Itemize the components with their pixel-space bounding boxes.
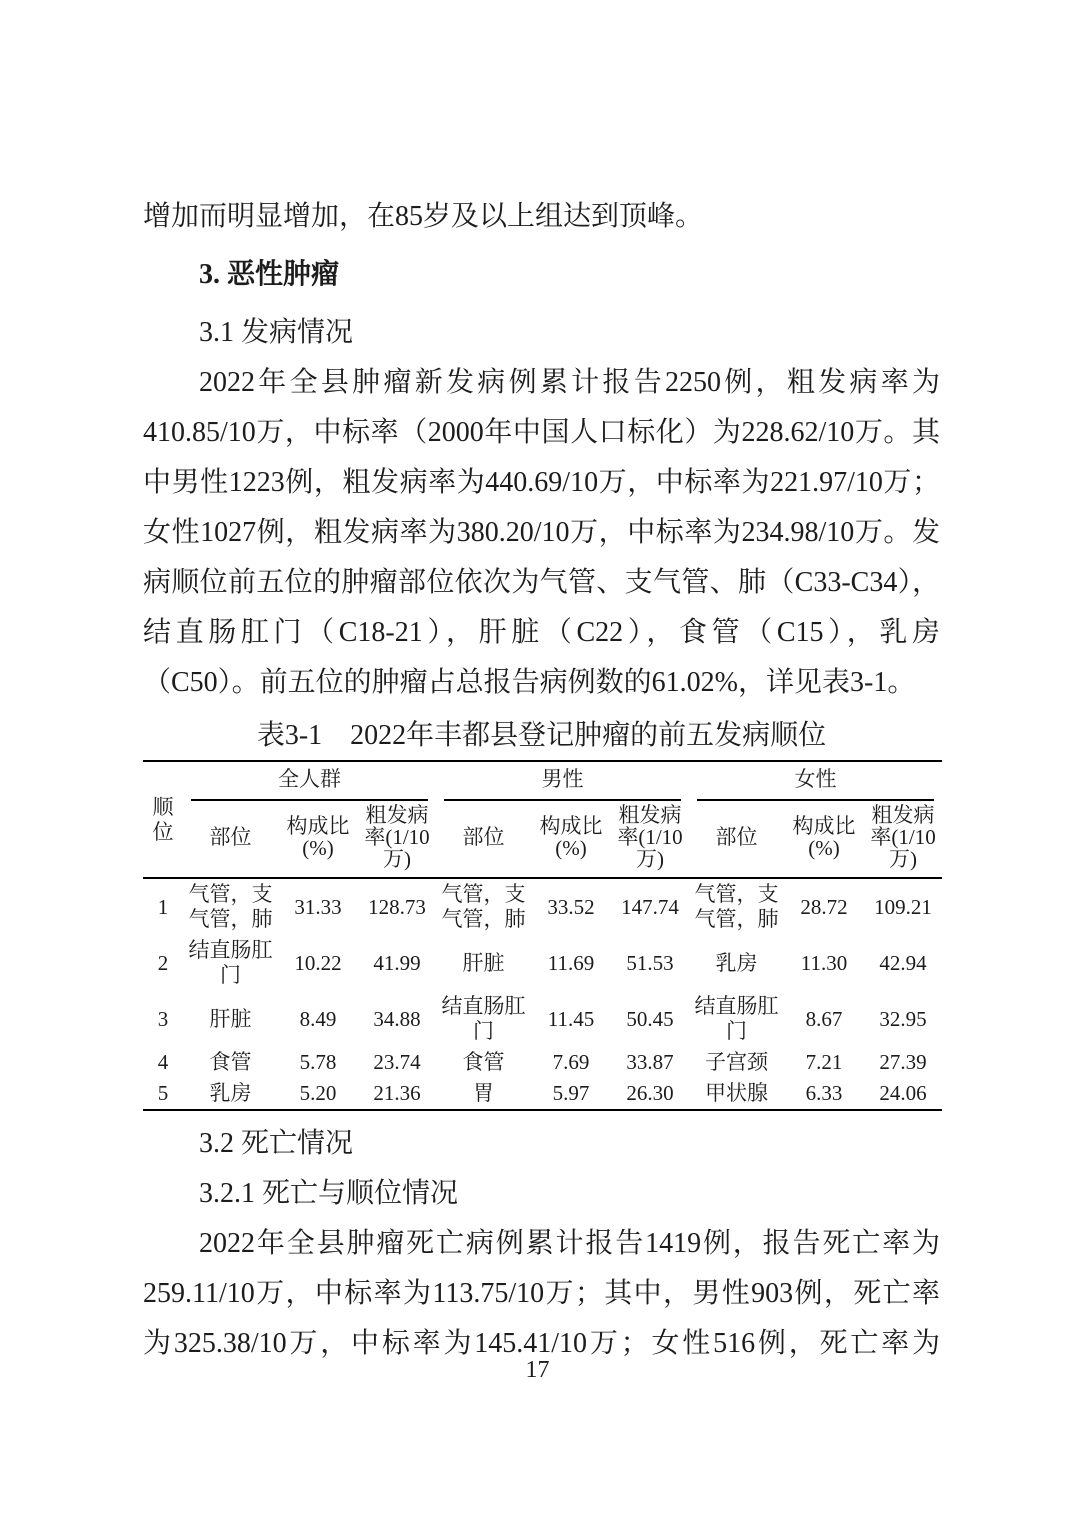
rate-cell: 21.36 [373, 1081, 421, 1105]
col-header-crude-rate: 粗发病率(1/10万) [358, 801, 436, 878]
site-cell: 气管，支气管，肺 [441, 882, 526, 931]
section-heading: 3. 恶性肿瘤 [199, 259, 340, 290]
proportion-cell: 11.30 [800, 950, 848, 975]
table-row [143, 991, 942, 1047]
site-cell: 子宫颈 [705, 1050, 769, 1074]
site-cell: 胃 [473, 1081, 495, 1105]
rate-cell: 42.94 [879, 950, 927, 975]
sub-header-row [143, 801, 942, 878]
rank-cell: 4 [157, 1050, 169, 1074]
rank-cell: 3 [157, 1006, 169, 1031]
rate-cell: 32.95 [879, 1006, 927, 1031]
col-header-site: 部位 [689, 801, 784, 878]
group-header-female: 女性 [689, 761, 942, 801]
site-cell: 乳房 [209, 1081, 252, 1105]
rate-cell: 24.06 [879, 1081, 927, 1105]
subsection-death-heading: 3.2 死亡情况 [199, 1128, 354, 1159]
proportion-cell: 5.78 [299, 1050, 337, 1074]
proportion-cell: 11.69 [547, 950, 595, 975]
proportion-cell: 8.67 [805, 1006, 843, 1031]
rate-cell: 34.88 [373, 1006, 421, 1031]
proportion-cell: 8.49 [299, 1006, 337, 1031]
proportion-cell: 6.33 [805, 1081, 843, 1105]
col-header-proportion: 构成比(%) [278, 801, 358, 878]
rate-cell: 109.21 [874, 894, 932, 919]
rank-cell: 2 [157, 950, 169, 975]
subsection-incidence-heading: 3.1 发病情况 [199, 317, 354, 348]
col-header-site: 部位 [436, 801, 531, 878]
col-header-crude-rate: 粗发病率(1/10万) [864, 801, 942, 878]
group-header-male: 男性 [436, 761, 689, 801]
rate-cell: 33.87 [626, 1050, 674, 1074]
site-cell: 结直肠肛门 [441, 994, 526, 1043]
site-cell: 食管 [209, 1050, 252, 1074]
group-header-all: 全人群 [183, 761, 436, 801]
site-cell: 气管，支气管，肺 [188, 882, 273, 931]
site-cell: 食管 [462, 1050, 505, 1074]
rank-cell: 5 [157, 1081, 169, 1105]
incidence-rank-table [143, 760, 942, 1111]
paragraph-death: 2022年全县肿瘤死亡病例累计报告1419例，报告死亡率为259.11/10万，中标率为113.75/10万；其中，男性903例，死亡率为325.38/10万，中标率为145.41/10万；女性516例，死亡率为 [143, 1228, 940, 1359]
col-header-site: 部位 [183, 801, 278, 878]
rate-cell: 26.30 [626, 1081, 674, 1105]
site-cell: 肝脏 [462, 950, 505, 975]
table-title: 表3-1 2022年丰都县登记肿瘤的前五发病顺位 [256, 720, 827, 751]
proportion-cell: 31.33 [294, 894, 342, 919]
subsection-death-rank-heading: 3.2.1 死亡与顺位情况 [199, 1178, 459, 1209]
site-cell: 结直肠肛门 [694, 994, 779, 1043]
proportion-cell: 5.97 [552, 1081, 590, 1105]
intro-continuation-line: 增加而明显增加，在85岁及以上组达到顶峰。 [143, 201, 704, 232]
table-row [143, 878, 942, 935]
rate-cell: 147.74 [621, 894, 679, 919]
rate-cell: 23.74 [373, 1050, 421, 1074]
table-row [143, 1047, 942, 1078]
rank-cell: 1 [157, 894, 169, 919]
table-row [143, 1078, 942, 1110]
col-header-proportion: 构成比(%) [784, 801, 864, 878]
site-cell: 气管，支气管，肺 [694, 882, 779, 931]
proportion-cell: 7.21 [805, 1050, 843, 1074]
proportion-cell: 7.69 [552, 1050, 590, 1074]
site-cell: 甲状腺 [705, 1081, 769, 1105]
rate-cell: 128.73 [368, 894, 426, 919]
col-header-proportion: 构成比(%) [531, 801, 611, 878]
group-header-row [143, 761, 942, 801]
site-cell: 乳房 [715, 950, 758, 975]
rate-cell: 27.39 [879, 1050, 927, 1074]
rate-cell: 51.53 [626, 950, 674, 975]
proportion-cell: 28.72 [800, 894, 848, 919]
rate-cell: 41.99 [373, 950, 421, 975]
rank-column-header: 顺位 [143, 761, 183, 878]
paragraph-incidence: 2022年全县肿瘤新发病例累计报告2250例，粗发病率为410.85/10万，中标率（2000年中国人口标化）为228.62/10万。其中男性1223例，粗发病率为440.69/10万，中标率为221.97/10万；女性1027例，粗发病率为380.20/10万，中标率为234.98/10万。发病顺位前五位的肿瘤部位依次为气管、支气管、肺（C33-C34），结直肠肛门（C18-21），肝脏（C22），食管（C15），乳房（C50）。前五位的肿瘤占总报告病例数的61.02%，详见表3-1。 [143, 367, 940, 698]
proportion-cell: 10.22 [294, 950, 342, 975]
table-row [143, 935, 942, 991]
proportion-cell: 33.52 [547, 894, 595, 919]
page-number: 17 [525, 1357, 550, 1383]
col-header-crude-rate: 粗发病率(1/10万) [611, 801, 689, 878]
site-cell: 肝脏 [209, 1006, 252, 1031]
rate-cell: 50.45 [626, 1006, 674, 1031]
site-cell: 结直肠肛门 [188, 938, 273, 987]
proportion-cell: 5.20 [299, 1081, 337, 1105]
proportion-cell: 11.45 [547, 1006, 595, 1031]
